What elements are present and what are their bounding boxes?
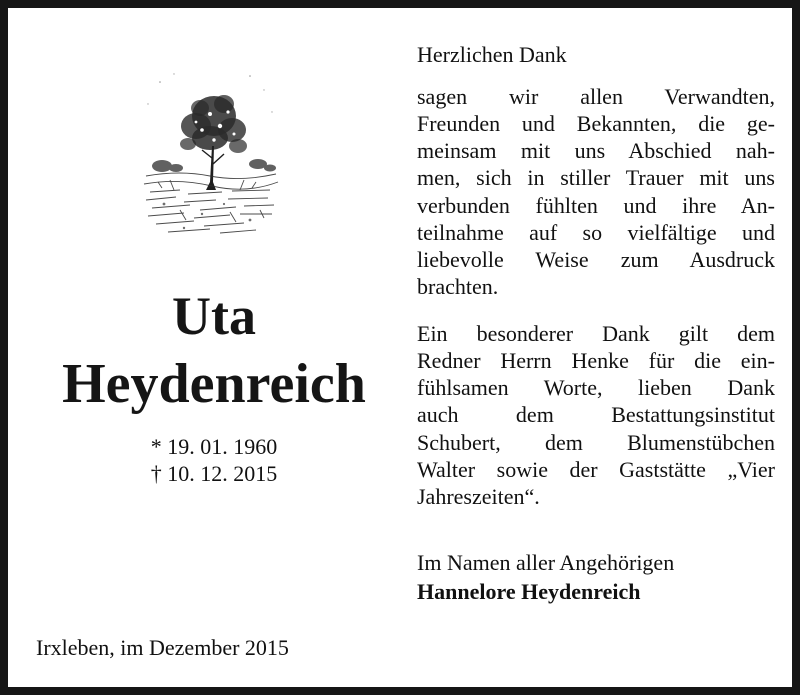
text-line: Freunden und Bekannten, die ge- (417, 111, 775, 137)
deceased-last-name: Heydenreich (62, 353, 366, 415)
deceased-first-name: Uta (172, 286, 256, 346)
text-line: verbunden fühlten und ihre An- (417, 192, 775, 218)
text-line: sagen wir allen Verwandten, (417, 84, 775, 109)
birth-date: * 19. 01. 1960 (150, 434, 278, 459)
text-line: Redner Herrn Henke für die ein- (417, 348, 775, 374)
place-and-date: Irxleben, im Dezember 2015 (36, 635, 289, 660)
text-line: liebevolle Weise zum Ausdruck (417, 246, 775, 272)
tree-landscape-icon (140, 64, 282, 242)
thanks-heading: Herzlichen Dank (417, 42, 567, 67)
thanks-paragraph-1 (417, 83, 775, 300)
signature-line: Im Namen aller Angehörigen (417, 550, 675, 575)
text-line: Schubert, dem Blumenstübchen (417, 429, 775, 455)
text-line: Walter sowie der Gaststätte „Vier (417, 456, 775, 482)
thanks-paragraph-2 (417, 320, 775, 510)
signature-name: Hannelore Heydenreich (417, 579, 641, 604)
text-line: men, sich in stiller Trauer mit uns (417, 165, 775, 191)
text-line: Ein besonderer Dank gilt dem (417, 321, 775, 346)
text-line: meinsam mit uns Abschied nah- (417, 138, 775, 164)
text-line: teilnahme auf so vielfältige und (417, 219, 775, 245)
text-line: brachten. (417, 273, 499, 299)
text-line: Jahreszeiten“. (417, 483, 540, 509)
death-date: † 10. 12. 2015 (150, 461, 278, 486)
text-line: auch dem Bestattungsinstitut (417, 402, 775, 428)
text-line: fühlsamen Worte, lieben Dank (417, 375, 775, 401)
